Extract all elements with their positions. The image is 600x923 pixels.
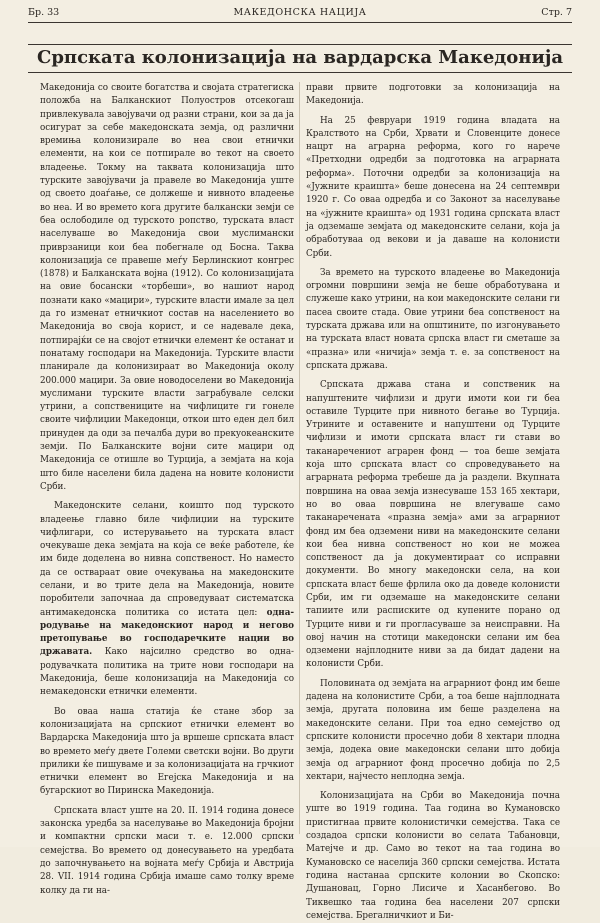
left-column [40, 82, 295, 896]
paragraph: Српската држава стана и сопственик на напуштените чифлизи и други имоти кои ги беа оставиле Турците при нивното бегање во Турција. Утрините и оставените и напуштени од Турците чифлизи и имоти српската власт ги стави во таканаречениот аграрен фонд — тоа беше земјата која што српската власт со спроведувањето на аграрната реформа требеше да ја раздели. Вкупната површина на оваа земја изнесуваше 153 165 хектари, но во оваа површина не влегуваше само таканаречената «празна земја» ами за аграрниот фонд им беа одземени ниви на македонските селани кои беа нивна сопственост но кои не можеа сопственост да ја документираат со исправни документи. Во многу македонски села, на кои српската власт беше фрлила око да доведе колонисти Срби, им ги одземаше на македонските селани тапиите или расписките од купените порано од Турците ниви и ги прогласуваше за неисправни. На овој начин на стотици македонски селани им беа одземени најплодните ниви за да бидат дадени на колонисти Срби. [306, 380, 560, 670]
page-number: Стр. 7 [541, 7, 572, 18]
paragraph: Српската власт уште на 20. II. 1914 година донесе законска уредба за населување во Македонија бројни и компактни српски маси т. е. 12.000 српски семејства. Во времето од донесувањето на уредбата до започнувањето на војната меѓу Србија и Австрија 28. VII. 1914 година Србија имаше само толку време колку да ги на- [40, 805, 294, 896]
paragraph-text: Македонските селани, коишто под турското владеење главно биле чифлиџии на турските чифлигари, со истерувањето на турската власт очекуваше дека земјата на која се веќе работеле, ќе им биде доделена во нивна сопственост. Но наместо да се оствараат овие очекувања на македонските селани, и во трите дела на Македонија, новите поробители започнаа да спроведуваат систематска антимакедонска политика со истата цел: [40, 501, 294, 618]
right-column [306, 82, 560, 921]
paragraph: Во оваа наша статија ќе стане збор за колонизацијата на српскиот етнички елемент во Вардарска Македонија што ја вршеше српската власт во времето меѓу двете Големи светски војни. Во други прилики ќе пишуваме и за колонизацијата на грчкиот етнички елемент во Егејска Македонија и на бугарскиот во Пиринска Македонија. [40, 706, 294, 797]
paragraph: Македонија со своите богатства и својата стратегиска положба на Балканскиот Полуостров отсекогаш привлекувала завојувачи од разни страни, кои за да ја осигурат за себе македонската земја, од различни времиња колонизирале во неа свои етнички елементи, на кои се потпирале во текот на своето владеење. Токму на таквата колонизација што турските завојувачи ја правеле во Македонија уште од своето доаѓање, се должеше и нивното владеење во неа. И во времето кога другите балкански земји се беа ослободиле од турското ропство, турската власт населуваше во Македонија свои муслимански приврзаници кои беа побегнале од Босна. Таква колонизација се правеше меѓу Берлинскиот конгрес (1878) и Балканската војна (1912). Со колонизацијата на овие босански «торбеши», во нашиот народ познати како «мацири», турските власти имале за цел да го изменат етничкиот состав на населението во Македонија во своја корист, и се надевале дека, потпирајќи се на својот етнички елемент ќе останат и понатаму господари на Македонија. Турските власти планирале да колонизираат во Македонија околу 200.000 мацири. За овие новодоселени во Македонија муслимани турските власти заграбувале селски утрини, а сопствениците на чифлиците ги гонеле своите чифлиџии Македонци, откои што еден дел бил принуден да оди за печалба дури во прекуокеанските земји. По Балканските војни сите мацири од Македонија се отишле во Турција, а земјата на која што биле населени била дадена на новите колонисти Срби. [40, 83, 294, 492]
paragraph: прави првите подготовки за колонизација на Македонија. [306, 83, 560, 107]
issue-number: Бр. 33 [28, 7, 60, 18]
paragraph: Половината од земјата на аграрниот фонд им беше дадена на колонистите Срби, а тоа беше најплодната земја, другата половина им беше разделена на македонските селани. При тоа едно семејство од српските колонисти просечно доби 8 хектари плодна земја, додека овие македонски селани што добија земја од аграрниот фонд просечно добија по 2,5 хектари, најчесто неплодна земја. [306, 678, 560, 782]
column-divider [299, 82, 300, 834]
paragraph-text: Како најсилно средство во однародувачката политика на трите нови господари на Македонија, беше колонизација на Македонија со немакедонски етнички елементи. [40, 647, 295, 698]
paragraph: За времето на турското владеење во Македонија огромни површини земја не беше обработувана и служеше како утрини, на кои македонските селани ги пасеа своите стада. Овие утрини беа сопственост на турската држава или на општините, по изгонувањето на турската власт новата српска власт ги сметаше за «празна» или «ничија» земја т. е. за сопственост на српската држава. [306, 267, 560, 371]
paragraph [40, 500, 294, 699]
paragraph: Колонизацијата на Срби во Македонија почна уште во 1919 година. Таа година во Кумановско пристигнаа првите колонистички семејства. Така се создадоа српски колонисти во селата Табановци, Матејче и др. Само во текот на таа година во Кумановско се населија 360 српски семејства. Истата година настанаа српските колонии во Скопско: Душановац, Горно Лисиче и Хасанбегово. Во Тиквешко таа година беа населени 207 српски семејства. Брегалничкиот и Би- [306, 791, 560, 921]
publication-name: МАКЕДОНСКА НАЦИЈА [233, 7, 367, 18]
paragraph: На 25 февруари 1919 година владата на Кралството на Срби, Хрвати и Словенците донесе нацрт на аграрна реформа, кого го нарече «Претходни одредби за подготовка на аграрната реформа». Поточни одредби за колонизација на «Јужните краишта» беше донесена на 24 септември 1920 г. Со оваа одредба и со Законот за населување на «јужните краишта» од 1931 година српската власт ја одземаше земјата од македонските селани, која ја обработуваа од векови и ја даваше на колонисти Срби. [306, 115, 560, 259]
page-header [28, 0, 572, 22]
article-title: Српската колонизација на вардарска Македонија [37, 47, 563, 68]
bold-statement: однародување на македонскиот народ и негово претопување во господаречките нации во државата. [40, 607, 294, 658]
header-rule [28, 22, 572, 23]
title-box [28, 44, 572, 73]
